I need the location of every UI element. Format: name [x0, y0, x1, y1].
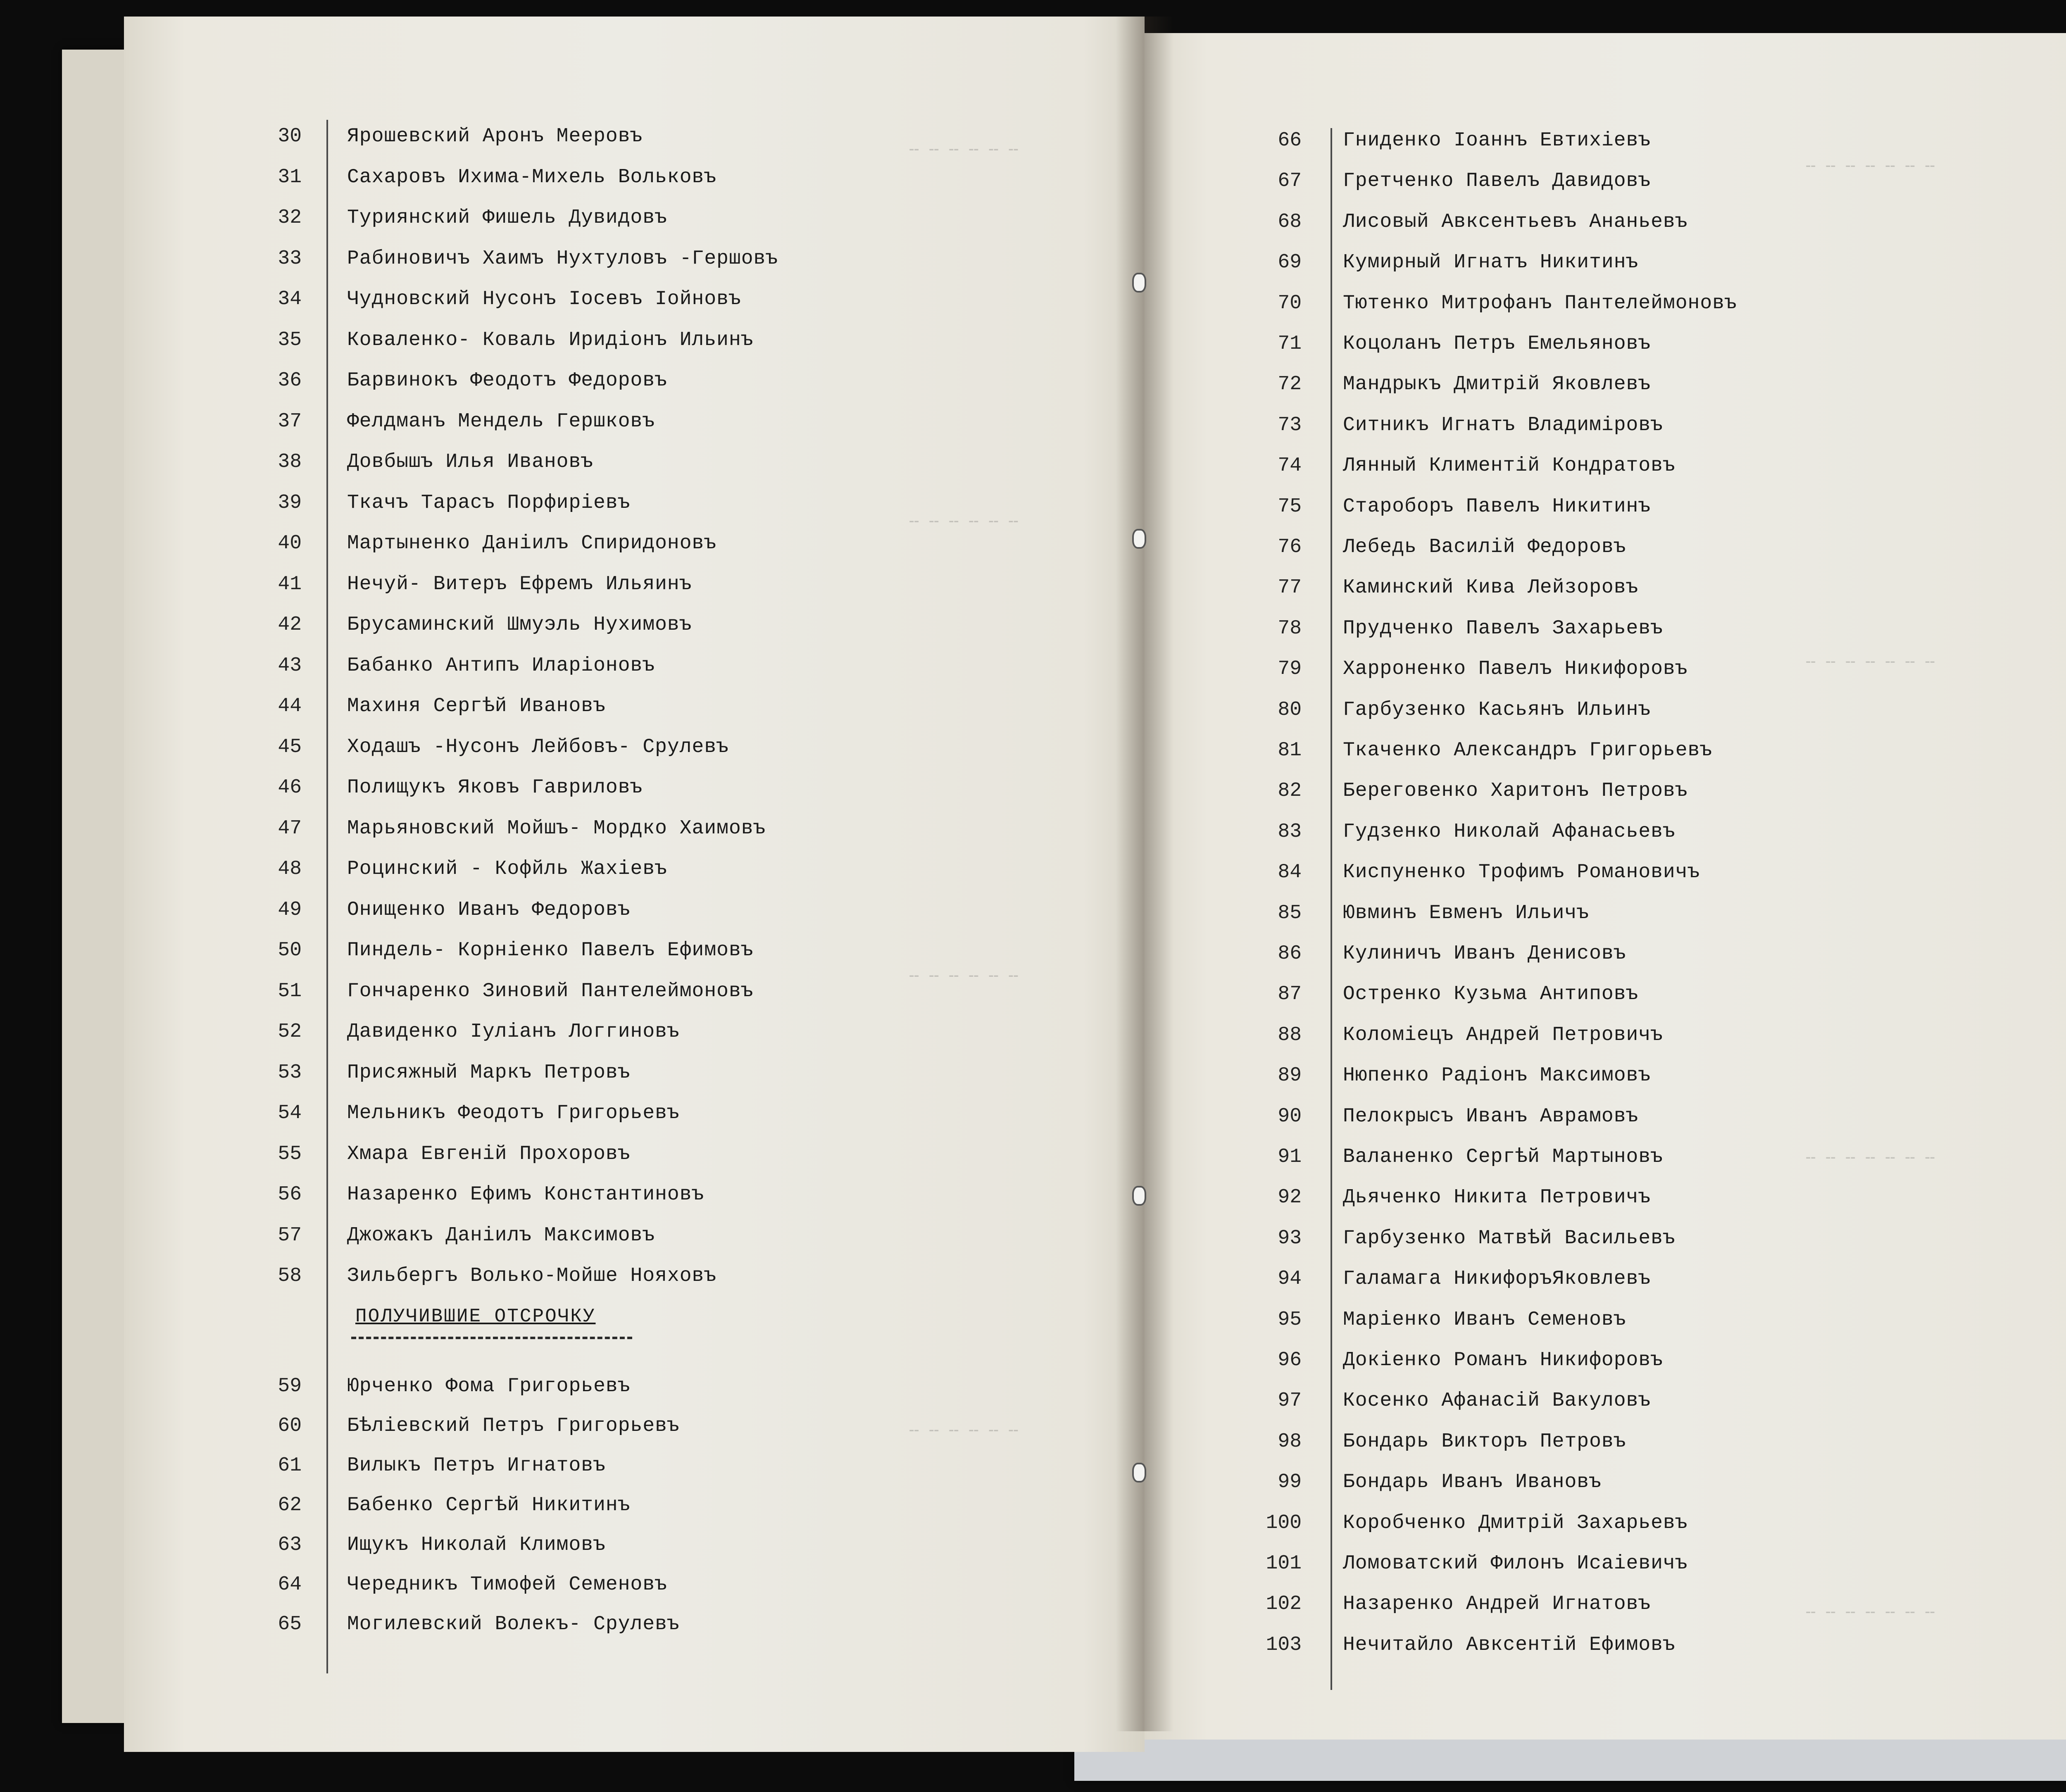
entry-number: 53 — [278, 1061, 302, 1084]
ledger-entry — [124, 197, 667, 238]
entry-number: 66 — [1278, 129, 1302, 152]
entry-number: 40 — [278, 532, 302, 554]
entry-number: 74 — [1278, 455, 1302, 477]
ledger-entry — [1145, 1543, 1688, 1584]
entry-name: Чередникъ Тимофей Семеновъ — [347, 1573, 667, 1596]
entry-name: Махиня Сергѣй Ивановъ — [347, 695, 606, 717]
binding-stitch — [1132, 273, 1146, 293]
entry-number: 79 — [1278, 658, 1302, 681]
ledger-entry — [1145, 486, 1651, 527]
entry-name: Галамага НикифоръЯковлевъ — [1343, 1268, 1651, 1290]
entry-number: 38 — [278, 451, 302, 473]
entry-name: Мартыненко Данiилъ Спиридоновъ — [347, 532, 717, 554]
entry-name: Валаненко Сергѣй Мартыновъ — [1343, 1146, 1663, 1168]
ledger-entry — [124, 1215, 655, 1256]
entry-number: 85 — [1278, 902, 1302, 924]
entry-number: 99 — [1278, 1471, 1302, 1494]
entry-name: Фелдманъ Мендель Гершковъ — [347, 410, 655, 433]
entry-name: Прудченко Павелъ Захарьевъ — [1343, 617, 1663, 640]
entry-name: Ломоватский Филонъ Исаiевичъ — [1343, 1552, 1688, 1575]
entry-number: 56 — [278, 1183, 302, 1206]
ledger-entry — [124, 808, 766, 849]
entry-name: Дьяченко Никита Петровичъ — [1343, 1186, 1651, 1209]
entry-number: 49 — [278, 898, 302, 921]
entry-number: 68 — [1278, 210, 1302, 233]
ledger-entry — [1145, 770, 1688, 812]
ledger-entry — [1145, 323, 1651, 364]
entry-name: Барвинокъ Феодотъ Федоровъ — [347, 369, 667, 392]
entry-number: 70 — [1278, 292, 1302, 314]
entry-number: 93 — [1278, 1227, 1302, 1249]
entry-name: Гончаренко Зиновий Пантелеймоновъ — [347, 980, 754, 1002]
entry-name: Онищенко Иванъ Федоровъ — [347, 898, 631, 921]
ledger-entry — [124, 1564, 667, 1605]
entry-name: Пелокрысъ Иванъ Аврамовъ — [1343, 1105, 1639, 1128]
ledger-entry — [124, 604, 692, 645]
entry-name: Докiенко Романъ Никифоровъ — [1343, 1349, 1663, 1371]
entry-number: 98 — [1278, 1430, 1302, 1453]
entry-number: 102 — [1266, 1593, 1302, 1616]
entry-number: 63 — [278, 1534, 302, 1556]
entry-name: Джожакъ Данiилъ Максимовъ — [347, 1224, 655, 1247]
entry-number: 30 — [278, 125, 302, 148]
ledger-entry — [1145, 1502, 1688, 1544]
entry-name: Лянный Климентiй Кондратовъ — [1343, 455, 1676, 477]
ledger-entry — [124, 1092, 680, 1134]
entry-name: Хмара Евгенiй Прохоровъ — [347, 1142, 631, 1165]
ledger-entry — [124, 1445, 606, 1486]
entry-number: 34 — [278, 288, 302, 310]
ledger-entry — [124, 1255, 716, 1297]
entry-name: Кулиничъ Иванъ Денисовъ — [1343, 942, 1626, 965]
ledger-entry — [124, 1052, 631, 1093]
entry-number: 51 — [278, 980, 302, 1002]
entry-number: 45 — [278, 735, 302, 758]
binding-stitch — [1132, 1186, 1146, 1206]
entry-name: Присяжный Маркъ Петровъ — [347, 1061, 631, 1084]
ledger-entry — [124, 116, 643, 157]
entry-name: Мельникъ Феодотъ Григорьевъ — [347, 1102, 680, 1124]
ledger-entry — [1145, 811, 1676, 852]
ledger-entry — [1145, 1421, 1626, 1462]
entry-name: Гарбузенко Матвѣй Васильевъ — [1343, 1227, 1676, 1249]
entry-name: Могилевский Волекъ- Срулевъ — [347, 1613, 680, 1635]
entry-name: Коцоланъ Петръ Емельяновъ — [1343, 333, 1651, 355]
ledger-entry — [124, 645, 655, 686]
ledger-entry — [124, 889, 631, 931]
entry-number: 42 — [278, 614, 302, 636]
entry-name: Ювминъ Евменъ Ильичъ — [1343, 902, 1590, 924]
entry-name: Нечитайло Авксентiй Ефимовъ — [1343, 1633, 1676, 1656]
entry-name: Роцинский - Кофйль Жахiевъ — [347, 858, 667, 880]
ledger-entry — [1145, 1136, 1663, 1178]
right-page — [1145, 33, 2066, 1740]
entry-number: 73 — [1278, 414, 1302, 436]
entry-name: Довбышъ Илья Ивановъ — [347, 451, 594, 473]
ledger-entry — [124, 278, 741, 320]
ledger-entry — [1145, 242, 1638, 283]
ledger-entry — [124, 1366, 631, 1407]
ledger-entry — [1145, 364, 1651, 405]
bleed-through-text: ╌ ╌ ╌ ╌ ╌ ╌ — [909, 514, 1019, 533]
left-page — [124, 17, 1145, 1752]
entry-number: 39 — [278, 491, 302, 514]
ledger-entry — [124, 1405, 680, 1447]
entry-number: 100 — [1266, 1511, 1302, 1534]
entry-number: 41 — [278, 573, 302, 595]
entry-number: 62 — [278, 1494, 302, 1516]
entry-number: 75 — [1278, 495, 1302, 518]
entry-name: Гниденко Iоаннъ Евтихiевъ — [1343, 129, 1651, 152]
ledger-entry — [124, 1133, 631, 1175]
bleed-through-text: ╌ ╌ ╌ ╌ ╌ ╌ ╌ — [1806, 1605, 1935, 1623]
ledger-entry — [1145, 1014, 1663, 1056]
ledger-entry — [1145, 648, 1688, 690]
entry-number: 89 — [1278, 1064, 1302, 1087]
ledger-entry — [124, 930, 754, 971]
entry-number: 32 — [278, 207, 302, 229]
entry-name: Староборъ Павелъ Никитинъ — [1343, 495, 1651, 518]
entry-name: Гудзенко Николай Афанасьевъ — [1343, 820, 1676, 843]
entry-name: Ярошевский Аронъ Мееровъ — [347, 125, 643, 148]
entry-name: Лебедь Василiй Федоровъ — [1343, 536, 1626, 558]
entry-number: 35 — [278, 328, 302, 351]
entry-number: 64 — [278, 1573, 302, 1596]
entry-number: 59 — [278, 1375, 302, 1397]
entry-number: 44 — [278, 695, 302, 717]
entry-name: Нечуй- Витеръ Ефремъ Ильяинъ — [347, 573, 692, 595]
entry-number: 84 — [1278, 861, 1302, 884]
entry-name: Гретченко Павелъ Давидовъ — [1343, 170, 1651, 193]
entry-number: 78 — [1278, 617, 1302, 640]
entry-number: 82 — [1278, 780, 1302, 802]
entry-number: 31 — [278, 166, 302, 188]
bleed-through-text: ╌ ╌ ╌ ╌ ╌ ╌ — [909, 969, 1019, 987]
entry-name: Береговенко Харитонъ Петровъ — [1343, 780, 1688, 802]
entry-name: Бабенко Сергѣй Никитинъ — [347, 1494, 631, 1516]
entry-number: 52 — [278, 1021, 302, 1043]
entry-name: Вилыкъ Петръ Игнатовъ — [347, 1454, 606, 1477]
entry-name: Тютенко Митрофанъ Пантелеймоновъ — [1343, 292, 1737, 314]
entry-name: Чудновский Нусонъ Iосевъ Iойновъ — [347, 288, 741, 310]
entry-name: Харроненко Павелъ Никифоровъ — [1343, 658, 1688, 681]
bleed-through-text: ╌ ╌ ╌ ╌ ╌ ╌ ╌ — [1806, 1150, 1935, 1169]
entry-name: Ткаченко Александръ Григорьевъ — [1343, 739, 1713, 762]
ledger-entry — [1145, 283, 1737, 324]
entry-number: 48 — [278, 858, 302, 880]
ledger-entry — [124, 1485, 631, 1526]
entry-number: 92 — [1278, 1186, 1302, 1209]
entry-name: Назаренко Ефимъ Константиновъ — [347, 1183, 705, 1206]
entry-name: Марьяновский Мойшъ- Мордко Хаимовъ — [347, 817, 766, 840]
ledger-entry — [124, 1604, 680, 1645]
entry-name: Бондарь Викторъ Петровъ — [1343, 1430, 1626, 1453]
entry-name: Ходашъ -Нусонъ Лейбовъ- Срулевъ — [347, 735, 729, 758]
ledger-entry — [1145, 608, 1663, 649]
ledger-entry — [1145, 1624, 1676, 1666]
ledger-entry — [1145, 730, 1712, 771]
entry-name: Бабанко Антипъ Иларiоновъ — [347, 654, 655, 677]
ledger-entry — [1145, 1340, 1663, 1381]
ledger-entry — [124, 1174, 704, 1215]
entry-number: 96 — [1278, 1349, 1302, 1371]
entry-number: 101 — [1266, 1552, 1302, 1575]
ledger-entry — [124, 1011, 680, 1052]
entry-number: 76 — [1278, 536, 1302, 558]
entry-number: 95 — [1278, 1308, 1302, 1331]
ledger-entry — [124, 767, 643, 808]
ledger-entry — [1145, 567, 1638, 608]
section-heading-underline — [351, 1337, 632, 1339]
entry-number: 37 — [278, 410, 302, 433]
entry-name: Марiенко Иванъ Семеновъ — [1343, 1308, 1626, 1331]
entry-number: 91 — [1278, 1146, 1302, 1168]
entry-name: Киспуненко Трофимъ Романовичъ — [1343, 861, 1700, 884]
ledger-entry — [1145, 445, 1676, 486]
entry-name: Давиденко Iулiанъ Логгиновъ — [347, 1021, 680, 1043]
entry-name: Ищукъ Николай Климовъ — [347, 1534, 606, 1556]
entry-name: Назаренко Андрей Игнатовъ — [1343, 1593, 1651, 1616]
entry-name: Ткачъ Тарасъ Порфирiевъ — [347, 491, 631, 514]
ledger-entry — [1145, 160, 1651, 202]
entry-number: 50 — [278, 939, 302, 961]
entry-number: 97 — [1278, 1390, 1302, 1412]
entry-name: Рабиновичъ Хаимъ Нухтуловъ -Гершовъ — [347, 247, 778, 270]
ledger-entry — [1145, 892, 1589, 934]
entry-number: 86 — [1278, 942, 1302, 965]
ledger-entry — [124, 523, 716, 564]
entry-number: 61 — [278, 1454, 302, 1477]
entry-name: Гарбузенко Касьянъ Ильинъ — [1343, 698, 1651, 721]
entry-number: 47 — [278, 817, 302, 840]
ledger-entry — [124, 157, 716, 198]
ledger-entry — [1145, 120, 1651, 161]
entry-number: 33 — [278, 247, 302, 270]
entry-number: 46 — [278, 776, 302, 799]
entry-name: Ситникъ Игнатъ Владимiровъ — [1343, 414, 1663, 436]
entry-name: Остренко Кузьма Антиповъ — [1343, 983, 1639, 1006]
entry-number: 55 — [278, 1142, 302, 1165]
ledger-entry — [1145, 1461, 1602, 1503]
ledger-entry — [1145, 689, 1651, 731]
entry-number: 60 — [278, 1415, 302, 1437]
entry-number: 58 — [278, 1265, 302, 1287]
ledger-entry — [1145, 1177, 1651, 1218]
ledger-entry — [1145, 1380, 1651, 1421]
ledger-entry — [124, 482, 631, 524]
section-heading: ПОЛУЧИВШИЕ ОТСРОЧКУ — [355, 1306, 596, 1327]
bleed-through-text: ╌ ╌ ╌ ╌ ╌ ╌ ╌ — [1806, 159, 1935, 177]
entry-name: Каминский Кива Лейзоровъ — [1343, 576, 1639, 599]
entry-number: 57 — [278, 1224, 302, 1247]
entry-name: Бондарь Иванъ Ивановъ — [1343, 1471, 1602, 1494]
entry-name: Сахаровъ Ихима-Михель Вольковъ — [347, 166, 717, 188]
entry-number: 90 — [1278, 1105, 1302, 1128]
bleed-through-text: ╌ ╌ ╌ ╌ ╌ ╌ — [909, 142, 1019, 161]
ledger-entry — [1145, 852, 1700, 893]
ledger-entry — [1145, 201, 1688, 243]
entry-number: 88 — [1278, 1023, 1302, 1046]
ledger-entry — [124, 360, 667, 401]
ledger-entry — [1145, 1583, 1651, 1625]
entry-name: Пиндель- Корнiенко Павелъ Ефимовъ — [347, 939, 754, 961]
ledger-entry — [124, 238, 778, 279]
entry-name: Туриянский Фишель Дувидовъ — [347, 207, 667, 229]
entry-number: 69 — [1278, 251, 1302, 274]
ledger-entry — [1145, 1299, 1626, 1340]
entry-number: 72 — [1278, 373, 1302, 396]
entry-name: Зильбергъ Волько-Мойше Нояховъ — [347, 1265, 717, 1287]
ledger-entry — [124, 564, 692, 605]
ledger-entry — [1145, 405, 1663, 446]
entry-name: Кумирный Игнатъ Никитинъ — [1343, 251, 1639, 274]
entry-number: 81 — [1278, 739, 1302, 762]
entry-name: Нюпенко Радiонъ Максимовъ — [1343, 1064, 1651, 1087]
entry-name: Мандрыкъ Дмитрiй Яковлевъ — [1343, 373, 1651, 396]
ledger-entry — [124, 319, 754, 361]
entry-number: 54 — [278, 1102, 302, 1124]
entry-name: Юрченко Фома Григорьевъ — [347, 1375, 631, 1397]
entry-name: Коваленко- Коваль Иридiонъ Ильинъ — [347, 328, 754, 351]
entry-number: 43 — [278, 654, 302, 677]
bleed-through-text: ╌ ╌ ╌ ╌ ╌ ╌ ╌ — [1806, 654, 1935, 673]
ledger-entry — [124, 441, 593, 483]
entry-number: 65 — [278, 1613, 302, 1635]
ledger-entry — [124, 848, 667, 890]
ledger-entry — [1145, 526, 1626, 568]
ledger-entry — [1145, 1096, 1638, 1137]
entry-number: 80 — [1278, 698, 1302, 721]
entry-name: Косенко Афанасiй Вакуловъ — [1343, 1390, 1651, 1412]
entry-name: Лисовый Авксентьевъ Ананьевъ — [1343, 210, 1688, 233]
ledger-entry — [124, 1524, 606, 1566]
ledger-entry — [124, 726, 729, 768]
binding-stitch — [1132, 1463, 1146, 1483]
entry-number: 103 — [1266, 1633, 1302, 1656]
entry-number: 71 — [1278, 333, 1302, 355]
entry-number: 67 — [1278, 170, 1302, 193]
ledger-entry — [124, 401, 655, 442]
entry-name: Полищукъ Яковъ Гавриловъ — [347, 776, 643, 799]
bleed-through-text: ╌ ╌ ╌ ╌ ╌ ╌ — [909, 1423, 1019, 1442]
entry-name: Бѣлiевский Петръ Григорьевъ — [347, 1415, 680, 1437]
ledger-entry — [124, 685, 606, 727]
ledger-entry — [124, 971, 754, 1012]
ledger-entry — [1145, 973, 1638, 1015]
ledger-entry — [1145, 1258, 1651, 1299]
entry-number: 77 — [1278, 576, 1302, 599]
entry-number: 94 — [1278, 1268, 1302, 1290]
entry-number: 36 — [278, 369, 302, 392]
entry-number: 87 — [1278, 983, 1302, 1006]
binding-stitch — [1132, 529, 1146, 549]
entry-name: Брусаминский Шмуэль Нухимовъ — [347, 614, 692, 636]
entry-name: Коломiецъ Андрей Петровичъ — [1343, 1023, 1663, 1046]
entry-number: 83 — [1278, 820, 1302, 843]
ledger-entry — [1145, 1218, 1676, 1259]
ledger-entry — [1145, 933, 1626, 974]
ledger-entry — [1145, 1055, 1651, 1096]
entry-name: Коробченко Дмитрiй Захарьевъ — [1343, 1511, 1688, 1534]
